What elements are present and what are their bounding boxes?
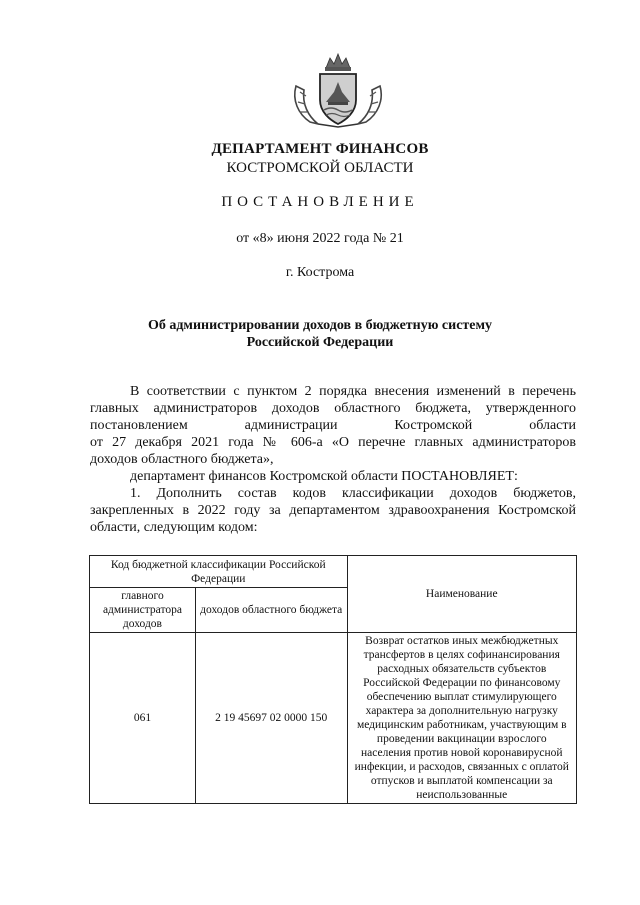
body-text-line: 1. Дополнить состав кодов классификации доходов бюджетов, [130, 486, 576, 501]
document-type-title: ПОСТАНОВЛЕНИЕ [221, 194, 419, 210]
admin-code-cell: 061 [90, 633, 196, 804]
body-text-line: доходов областного бюджета», [90, 452, 274, 467]
document-city: г. Кострома [285, 265, 355, 280]
body-text-line: главных администраторов доходов областного бюджета, утвержденного [90, 401, 576, 416]
body-text-line: закрепленных в 2022 году за департаментом здравоохранения Костромской [90, 503, 576, 518]
classification-codes-table [89, 555, 577, 804]
table-header-admin-code: главного администратора доходов [90, 588, 196, 633]
table-header-income-code: доходов областного бюджета [195, 588, 347, 633]
table-row [90, 633, 577, 804]
body-text-line: от 27 декабря 2021 года № 606-а «О перечне главных администраторов [90, 435, 576, 450]
document-date-number: от «8» июня 2022 года № 21 [236, 231, 404, 246]
table-group-header: Код бюджетной классификации Российской Федерации [90, 556, 348, 588]
subject-title-line2: Российской Федерации [246, 335, 394, 350]
kostroma-coat-of-arms-emblem [288, 52, 388, 128]
body-text-line: В соответствии с пунктом 2 порядка внесения изменений в перечень [130, 384, 576, 399]
table-header-name: Наименование [347, 556, 576, 633]
subject-title-line1: Об администрировании доходов в бюджетную систему [147, 318, 493, 333]
income-name-cell: Возврат остатков иных межбюджетных трансфертов в целях софинансирования расходных обязательств субъектов Российской Федерации по финансовому обеспечению выплат стимулирующего характера за дополнительную нагрузку медицинским работникам, участвующим в проведении вакцинации взрослого населения против новой коронавирусной инфекции, и расходов, связанных с оплатой отпусков и выплатой компенсации за неиспользованные [347, 633, 576, 804]
body-text-line: постановлением администрации Костромской области [90, 418, 576, 433]
income-code-cell: 2 19 45697 02 0000 150 [195, 633, 347, 804]
department-name-line1: ДЕПАРТАМЕНТ ФИНАНСОВ [211, 141, 429, 157]
body-text-line: департамент финансов Костромской области ПОСТАНОВЛЯЕТ: [130, 469, 518, 484]
department-name-line2: КОСТРОМСКОЙ ОБЛАСТИ [226, 160, 414, 176]
body-text-line: области, следующим кодом: [90, 520, 258, 535]
